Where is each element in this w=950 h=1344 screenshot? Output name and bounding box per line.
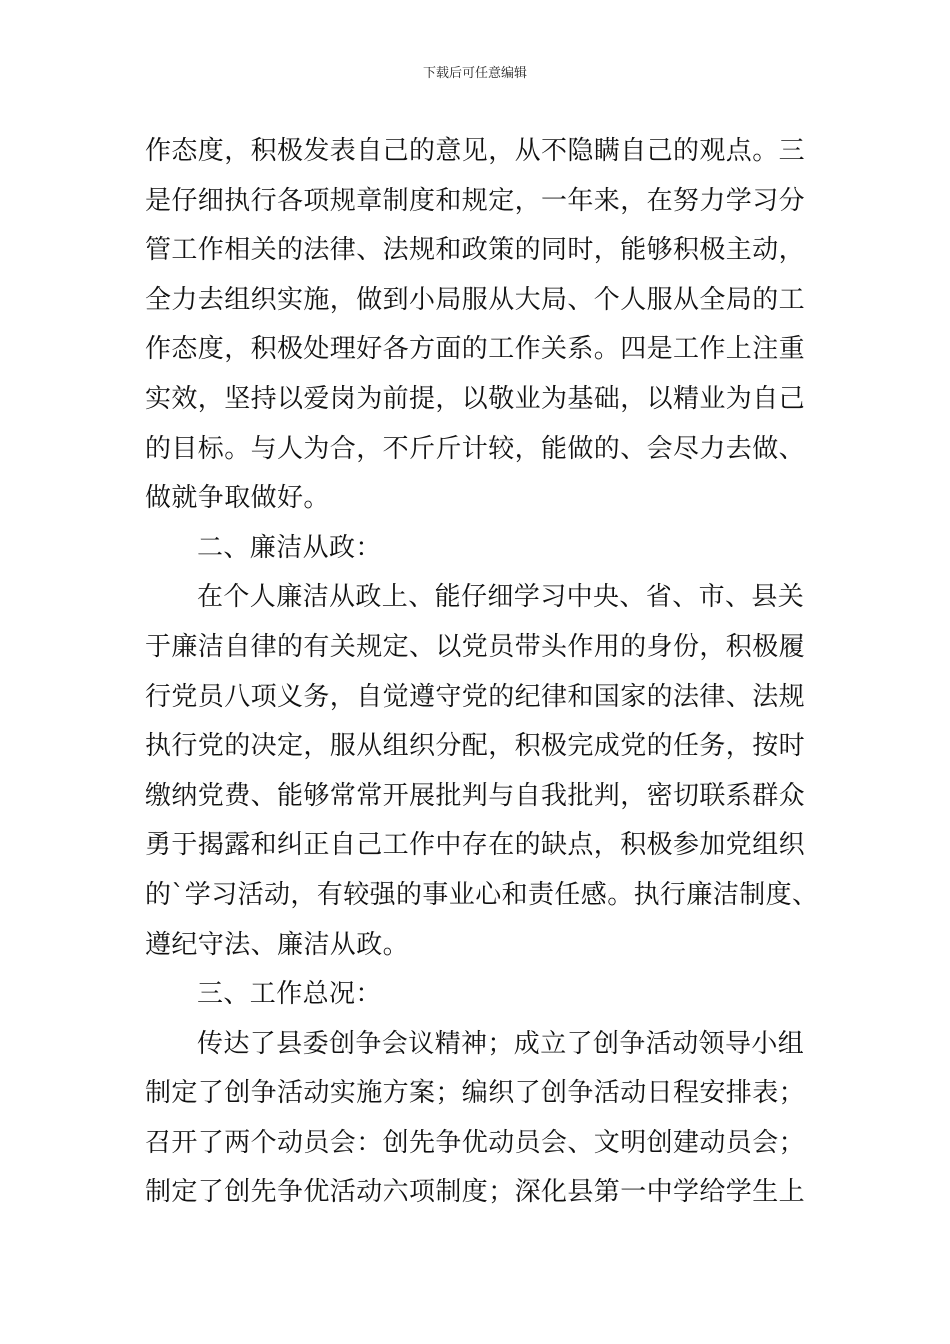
- body-line: 制定了创先争优活动六项制度；深化县第一中学给学生上: [145, 1177, 806, 1208]
- body-line: 于廉洁自律的有关规定、以党员带头作用的身份，积极履: [145, 631, 806, 662]
- section-heading-integrity: 二、廉洁从政：: [197, 532, 382, 563]
- body-line: 的目标。与人为合，不斤斤计较，能做的、会尽力去做、: [145, 433, 806, 464]
- body-line: 在个人廉洁从政上、能仔细学习中央、省、市、县关: [197, 582, 805, 613]
- body-line: 做就争取做好。: [145, 483, 330, 514]
- body-line: 作态度，积极发表自己的意见，从不隐瞒自己的观点。三: [145, 136, 806, 166]
- section-heading-work-overview: 三、工作总况：: [197, 979, 382, 1010]
- body-line: 传达了县委创争会议精神；成立了创争活动领导小组: [197, 1028, 805, 1059]
- body-line: 召开了两个动员会：创先争优动员会、文明创建动员会；: [145, 1127, 806, 1158]
- body-line: 实效，坚持以爱岗为前提，以敬业为基础，以精业为自己: [145, 383, 806, 414]
- body-line: 是仔细执行各项规章制度和规定，一年来，在努力学习分: [145, 185, 806, 216]
- body-line: 作态度，积极处理好各方面的工作关系。四是工作上注重: [145, 334, 806, 365]
- page-header: 下载后可任意编辑: [422, 66, 527, 81]
- body-line: 勇于揭露和纠正自己工作中存在的缺点，积极参加党组织: [145, 830, 806, 861]
- body-line: 行党员八项义务，自觉遵守党的纪律和国家的法律、法规: [145, 681, 806, 712]
- body-line: 遵纪守法、廉洁从政。: [145, 929, 410, 960]
- body-line: 管工作相关的法律、法规和政策的同时，能够积极主动，: [145, 235, 806, 266]
- body-line: 全力去组织实施，做到小局服从大局、个人服从全局的工: [145, 284, 806, 315]
- document-body: [145, 127, 819, 1218]
- body-line: 制定了创争活动实施方案；编织了创争活动日程安排表；: [145, 1078, 806, 1109]
- body-line: 执行党的决定，服从组织分配，积极完成党的任务，按时: [145, 731, 806, 762]
- body-line: 的`学习活动，有较强的事业心和责任感。执行廉洁制度、: [145, 879, 819, 910]
- body-line: 缴纳党费、能够常常开展批判与自我批判，密切联系群众: [145, 780, 806, 811]
